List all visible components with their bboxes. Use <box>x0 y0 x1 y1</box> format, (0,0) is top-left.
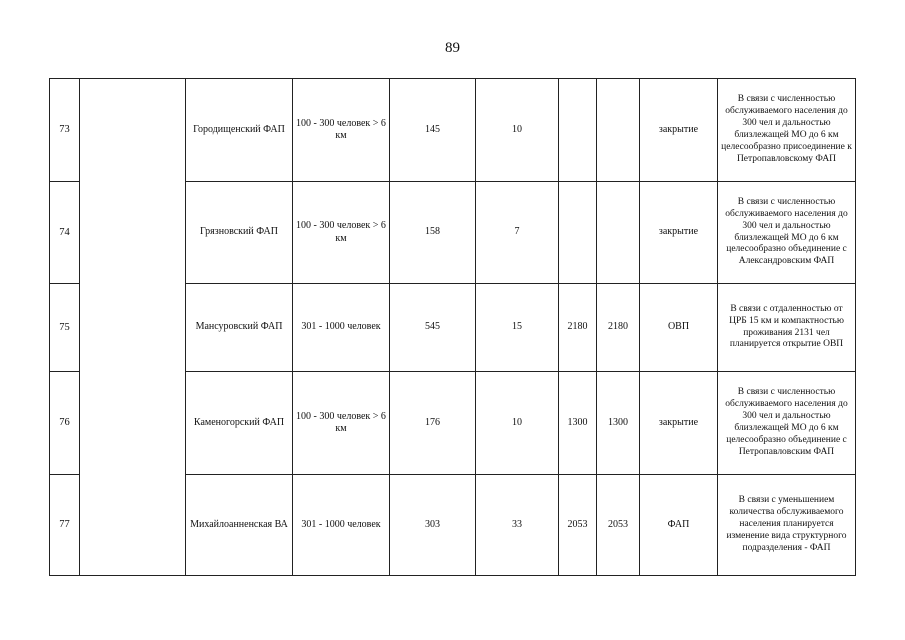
action-cell: ФАП <box>640 475 718 576</box>
table-row <box>50 79 856 182</box>
row-number: 74 <box>50 182 80 284</box>
row-number: 73 <box>50 79 80 182</box>
facility-name: Грязновский ФАП <box>186 182 293 284</box>
value-cell <box>597 182 640 284</box>
facility-name: Городищенский ФАП <box>186 79 293 182</box>
value-cell: 1300 <box>597 372 640 475</box>
facility-name: Каменогорский ФАП <box>186 372 293 475</box>
note-cell: В связи с численностью обслуживаемого населения до 300 чел и дальностью близлежащей МО до 6 км целесообразно объединение с Петропавловским ФАП <box>718 372 856 475</box>
population-range: 301 - 1000 человек <box>293 475 390 576</box>
value-cell: 10 <box>476 372 559 475</box>
action-cell: ОВП <box>640 284 718 372</box>
population-range: 100 - 300 человек > 6 км <box>293 79 390 182</box>
value-cell: 15 <box>476 284 559 372</box>
value-cell <box>559 79 597 182</box>
population-range: 301 - 1000 человек <box>293 284 390 372</box>
note-cell: В связи с отдаленностью от ЦРБ 15 км и компактностью проживания 2131 чел планируется открытие ОВП <box>718 284 856 372</box>
district-cell <box>80 79 186 576</box>
note-cell: В связи с численностью обслуживаемого населения до 300 чел и дальностью близлежащей МО до 6 км целесообразно присоединение к Петропавловскому ФАП <box>718 79 856 182</box>
served-population: 158 <box>390 182 476 284</box>
action-cell: закрытие <box>640 79 718 182</box>
row-number: 77 <box>50 475 80 576</box>
row-number: 75 <box>50 284 80 372</box>
served-population: 545 <box>390 284 476 372</box>
note-cell: В связи с уменьшением количества обслуживаемого населения планируется изменение вида структурного подразделения - ФАП <box>718 475 856 576</box>
value-cell: 2053 <box>559 475 597 576</box>
population-range: 100 - 300 человек > 6 км <box>293 182 390 284</box>
page-number: 89 <box>445 40 460 56</box>
value-cell <box>559 182 597 284</box>
value-cell: 33 <box>476 475 559 576</box>
served-population: 303 <box>390 475 476 576</box>
value-cell: 2180 <box>559 284 597 372</box>
action-cell: закрытие <box>640 372 718 475</box>
facility-name: Михайлоанненская ВА <box>186 475 293 576</box>
value-cell: 10 <box>476 79 559 182</box>
value-cell: 7 <box>476 182 559 284</box>
population-range: 100 - 300 человек > 6 км <box>293 372 390 475</box>
served-population: 145 <box>390 79 476 182</box>
row-number: 76 <box>50 372 80 475</box>
value-cell <box>597 79 640 182</box>
facilities-table <box>49 78 856 576</box>
value-cell: 1300 <box>559 372 597 475</box>
value-cell: 2053 <box>597 475 640 576</box>
action-cell: закрытие <box>640 182 718 284</box>
value-cell: 2180 <box>597 284 640 372</box>
served-population: 176 <box>390 372 476 475</box>
note-cell: В связи с численностью обслуживаемого населения до 300 чел и дальностью близлежащей МО до 6 км целесообразно объединение с Александровским ФАП <box>718 182 856 284</box>
facility-name: Мансуровский ФАП <box>186 284 293 372</box>
